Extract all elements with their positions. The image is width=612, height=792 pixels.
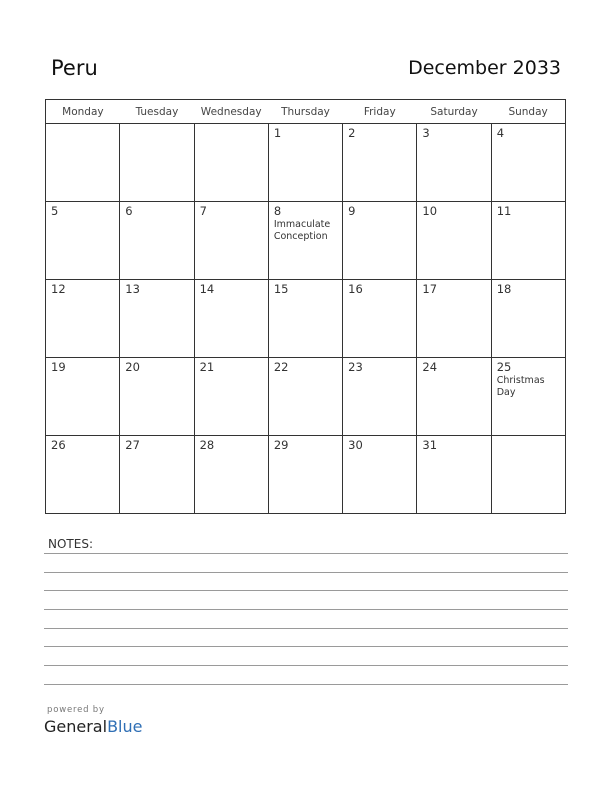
day-cell	[491, 280, 565, 358]
day-number: 5	[51, 204, 59, 218]
weekday-header: Friday	[343, 100, 417, 124]
generalblue-logo	[44, 717, 142, 736]
day-number: 13	[125, 282, 140, 296]
weekday-header: Saturday	[417, 100, 491, 124]
holiday-label: Immaculate Conception	[273, 219, 331, 242]
day-cell	[120, 124, 194, 202]
day-cell	[268, 202, 342, 280]
note-line	[44, 553, 568, 554]
day-number: 30	[348, 438, 363, 452]
day-number: 25	[496, 360, 512, 374]
note-line	[44, 684, 568, 685]
weekday-header: Tuesday	[120, 100, 194, 124]
day-number: 18	[496, 282, 512, 296]
holiday-label: Christmas Day	[496, 375, 545, 398]
day-number: 10	[422, 204, 438, 218]
day-cell	[343, 280, 417, 358]
day-number: 7	[199, 204, 207, 218]
day-cell	[194, 202, 268, 280]
day-number: 14	[199, 282, 215, 296]
note-line	[44, 646, 568, 647]
day-cell	[46, 436, 120, 514]
note-line	[44, 590, 568, 591]
day-cell	[268, 280, 342, 358]
week-row	[46, 202, 566, 280]
day-number: 4	[496, 126, 505, 140]
day-number: 12	[51, 282, 66, 296]
note-line	[44, 572, 568, 573]
notes-label: NOTES:	[48, 537, 93, 551]
weekday-header-row	[46, 100, 566, 124]
day-cell	[268, 124, 342, 202]
day-cell	[491, 358, 565, 436]
day-cell	[268, 358, 342, 436]
day-number: 16	[348, 282, 363, 296]
day-number: 1	[273, 126, 282, 140]
day-cell	[46, 202, 120, 280]
day-number: 31	[422, 438, 438, 452]
day-number: 19	[51, 360, 66, 374]
day-cell	[417, 124, 491, 202]
weekday-header: Wednesday	[194, 100, 268, 124]
month-year-title: December 2033	[408, 57, 561, 79]
day-cell	[417, 280, 491, 358]
day-cell	[417, 436, 491, 514]
day-cell	[491, 202, 565, 280]
day-cell	[491, 124, 565, 202]
day-cell	[417, 202, 491, 280]
day-number: 23	[348, 360, 363, 374]
day-cell	[343, 436, 417, 514]
day-cell	[194, 124, 268, 202]
day-number: 29	[273, 438, 289, 452]
day-cell	[194, 436, 268, 514]
day-number: 2	[348, 126, 356, 140]
week-row	[46, 358, 566, 436]
day-cell	[120, 358, 194, 436]
logo-blue: Blue	[107, 717, 143, 736]
day-number: 22	[273, 360, 289, 374]
calendar-grid	[45, 99, 566, 514]
day-cell	[194, 358, 268, 436]
day-number: 15	[273, 282, 289, 296]
country-title: Peru	[51, 56, 98, 80]
powered-by-text: powered by	[47, 705, 105, 715]
note-line	[44, 609, 568, 610]
week-row	[46, 436, 566, 514]
day-cell	[120, 280, 194, 358]
weekday-header: Sunday	[491, 100, 565, 124]
day-number: 3	[422, 126, 430, 140]
day-cell	[194, 280, 268, 358]
logo-general: General	[44, 717, 108, 736]
day-number: 21	[199, 360, 215, 374]
day-cell	[491, 436, 565, 514]
note-line	[44, 665, 568, 666]
day-cell	[120, 436, 194, 514]
day-cell	[343, 124, 417, 202]
weekday-header: Thursday	[268, 100, 342, 124]
day-cell	[46, 124, 120, 202]
week-row	[46, 124, 566, 202]
day-cell	[46, 358, 120, 436]
day-number: 27	[125, 438, 140, 452]
day-number: 17	[422, 282, 438, 296]
day-number: 28	[199, 438, 215, 452]
day-number: 24	[422, 360, 438, 374]
day-cell	[120, 202, 194, 280]
day-number: 20	[125, 360, 140, 374]
day-number: 8	[273, 204, 282, 218]
note-line	[44, 628, 568, 629]
week-row	[46, 280, 566, 358]
day-number: 26	[51, 438, 66, 452]
day-number: 11	[496, 204, 512, 218]
day-cell	[46, 280, 120, 358]
day-cell	[343, 202, 417, 280]
weekday-header: Monday	[46, 100, 120, 124]
day-number: 9	[348, 204, 356, 218]
day-cell	[343, 358, 417, 436]
day-number: 6	[125, 204, 133, 218]
day-cell	[268, 436, 342, 514]
day-cell	[417, 358, 491, 436]
